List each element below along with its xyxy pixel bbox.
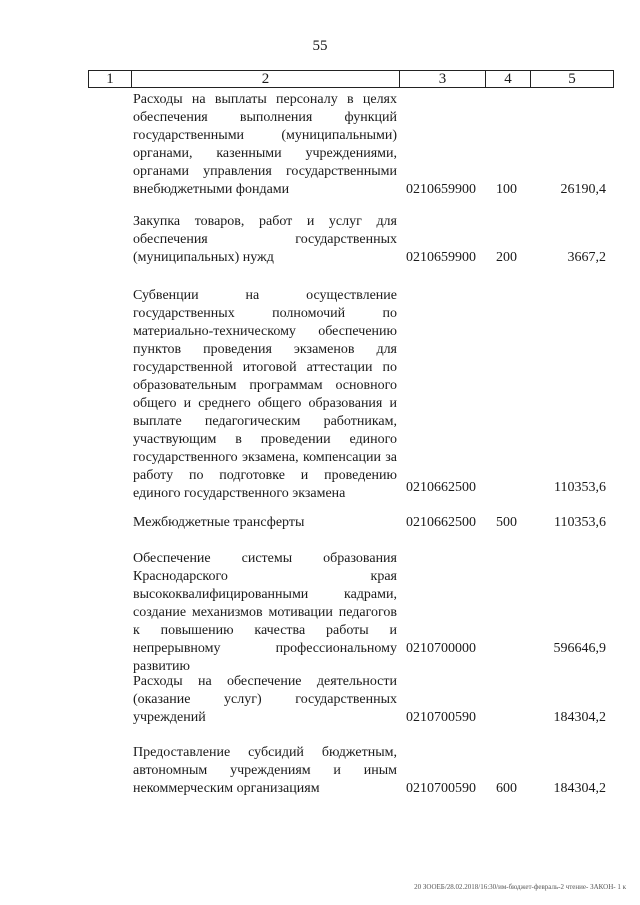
row-amount: 110353,6 [554, 515, 606, 530]
row-amount: 110353,6 [554, 480, 606, 495]
row-code: 0210700000 [406, 641, 476, 656]
page-number: 55 [312, 38, 328, 54]
row-amount: 596646,9 [553, 641, 606, 656]
row-description: Предоставление субсидий бюджетным, автономным учреждениям и иным некоммерческим организациям [133, 745, 397, 796]
row-amount: 184304,2 [553, 781, 606, 796]
row-description: Обеспечение системы образования Краснодарского края высококвалифицированными кадрами, создание механизмов мотивации педагогов к повышению качества работы и непрерывному профессиональному развитию [133, 551, 397, 674]
header-cell-3: 3 [400, 71, 486, 87]
header-cell-4: 4 [486, 71, 531, 87]
row-description: Закупка товаров, работ и услуг для обеспечения государственных (муниципальных) нужд [133, 214, 397, 265]
row-amount: 26190,4 [560, 182, 606, 197]
row-code: 0210659900 [406, 250, 476, 265]
row-amount: 3667,2 [567, 250, 606, 265]
row-description: Межбюджетные трансферты [133, 515, 305, 530]
row-code: 0210662500 [406, 515, 476, 530]
row-code: 0210700590 [406, 710, 476, 725]
row-description: Расходы на выплаты персоналу в целях обеспечения выполнения функций государственными (муниципальными) органами, казенными учреждениями, органами управления государственными внебюджетными фондами [133, 92, 397, 197]
row-description: Расходы на обеспечение деятельности (оказание услуг) государственных учреждений [133, 674, 397, 725]
document-footer: 20 ЗООЕБ/28.02.2018/16:30/им-бюджет-февраль-2 чтение- ЗАКОН- 1 к [414, 883, 626, 891]
header-cell-2: 2 [132, 71, 400, 87]
row-type: 500 [496, 515, 517, 530]
row-description: Субвенции на осуществление государственных полномочий по материально-техническому обеспечению пунктов проведения экзаменов для государственной итоговой аттестации по образовательным программам основного общего и среднего общего образования и выплате педагогическим работникам, участвующим в проведении единого государственного экзамена, компенсации за работу по подготовке и проведению единого государственного экзамена [133, 288, 397, 501]
row-type: 100 [496, 182, 517, 197]
header-cell-5: 5 [568, 71, 576, 87]
row-amount: 184304,2 [553, 710, 606, 725]
row-code: 0210662500 [406, 480, 476, 495]
row-code: 0210659900 [406, 182, 476, 197]
row-type: 200 [496, 250, 517, 265]
row-code: 0210700590 [406, 781, 476, 796]
header-cell-1: 1 [89, 71, 132, 87]
row-type: 600 [496, 781, 517, 796]
